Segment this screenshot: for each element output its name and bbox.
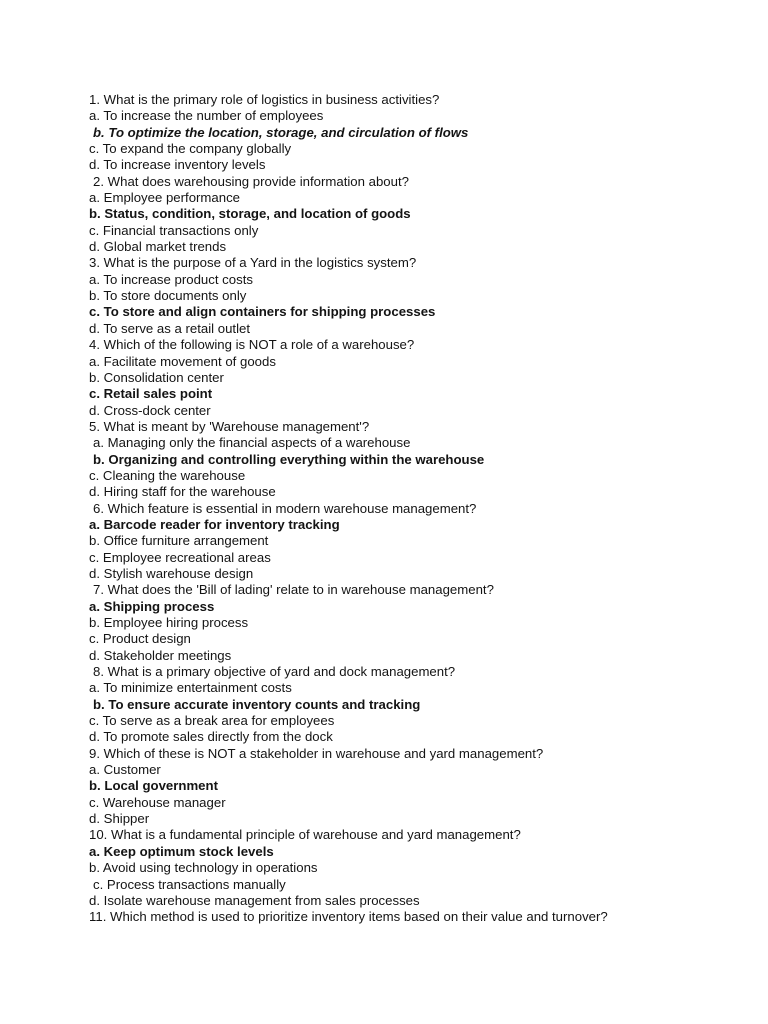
answer-line: b. Status, condition, storage, and location of goods: [89, 206, 411, 222]
option-line: d. Global market trends: [89, 239, 227, 255]
option-line: b. Avoid using technology in operations: [89, 860, 318, 876]
question-line: 8. What is a primary objective of yard and dock management?: [93, 664, 456, 680]
answer-line: a. Shipping process: [89, 598, 215, 614]
question-line: 3. What is the purpose of a Yard in the logistics system?: [89, 255, 417, 271]
option-line: a. To increase product costs: [89, 271, 253, 287]
option-line: d. To serve as a retail outlet: [89, 320, 251, 336]
option-line: a. Facilitate movement of goods: [89, 353, 276, 369]
option-line: b. To store documents only: [89, 288, 247, 304]
option-line: b. Consolidation center: [89, 369, 224, 385]
option-line: d. Cross-dock center: [89, 402, 211, 418]
question-line: 9. Which of these is NOT a stakeholder in warehouse and yard management?: [89, 745, 544, 761]
option-line: c. Warehouse manager: [89, 794, 226, 810]
question-line: 2. What does warehousing provide information about?: [93, 173, 409, 189]
answer-line: b. To optimize the location, storage, and circulation of flows: [93, 124, 469, 140]
option-line: c. Product design: [89, 631, 191, 647]
question-line: 6. Which feature is essential in modern warehouse management?: [93, 500, 477, 516]
option-line: a. To minimize entertainment costs: [89, 680, 292, 696]
question-line: 11. Which method is used to prioritize inventory items based on their value and turnover?: [89, 909, 608, 925]
answer-line: c. Retail sales point: [89, 386, 213, 402]
answer-line: b. Local government: [89, 778, 218, 794]
option-line: c. Employee recreational areas: [89, 549, 271, 565]
option-line: d. To promote sales directly from the dock: [89, 729, 333, 745]
option-line: c. Financial transactions only: [89, 222, 259, 238]
answer-line: a. Keep optimum stock levels: [89, 843, 274, 859]
option-line: c. To serve as a break area for employees: [89, 713, 335, 729]
option-line: d. Stakeholder meetings: [89, 647, 232, 663]
option-line: b. Employee hiring process: [89, 615, 249, 630]
question-line: 4. Which of the following is NOT a role of a warehouse?: [89, 337, 415, 353]
option-line: c. Process transactions manually: [93, 876, 286, 892]
option-line: c. To expand the company globally: [89, 141, 292, 157]
option-line: d. Stylish warehouse design: [89, 565, 254, 581]
answer-line: a. Barcode reader for inventory tracking: [89, 516, 340, 532]
answer-line: b. Organizing and controlling everything within the warehouse: [93, 451, 485, 467]
question-line: 7. What does the 'Bill of lading' relate to in warehouse management?: [93, 582, 494, 598]
question-line: 1. What is the primary role of logistics in business activities?: [89, 92, 440, 107]
question-line: 10. What is a fundamental principle of warehouse and yard management?: [89, 827, 521, 843]
option-line: a. To increase the number of employees: [89, 108, 324, 124]
option-line: a. Employee performance: [89, 190, 240, 206]
option-line: c. Cleaning the warehouse: [89, 467, 246, 483]
option-line: d. To increase inventory levels: [89, 157, 266, 173]
quiz-text: [89, 92, 749, 926]
option-line: a. Managing only the financial aspects of a warehouse: [93, 435, 411, 451]
option-line: d. Isolate warehouse management from sales processes: [89, 892, 420, 908]
answer-line: c. To store and align containers for shipping processes: [89, 304, 436, 320]
option-line: a. Customer: [89, 762, 161, 778]
question-line: 5. What is meant by 'Warehouse management'?: [89, 418, 370, 434]
option-line: d. Shipper: [89, 811, 150, 827]
answer-line: b. To ensure accurate inventory counts and tracking: [93, 696, 421, 712]
option-line: d. Hiring staff for the warehouse: [89, 484, 276, 500]
option-line: b. Office furniture arrangement: [89, 533, 269, 549]
